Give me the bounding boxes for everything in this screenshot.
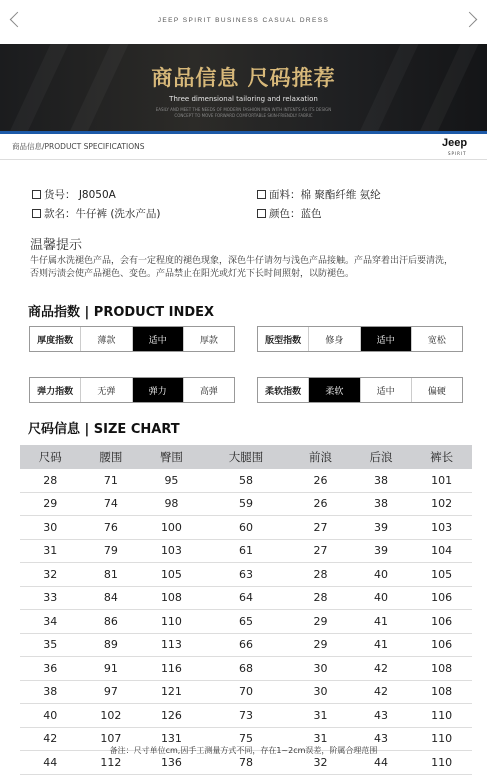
table-row <box>20 680 472 704</box>
table-cell: 60 <box>202 516 290 540</box>
column-header: 前浪 <box>290 445 351 469</box>
table-cell: 39 <box>351 539 412 563</box>
table-cell: 101 <box>411 469 472 492</box>
size-chart-table <box>20 445 472 775</box>
table-cell: 32 <box>290 751 351 775</box>
table-cell: 91 <box>81 657 142 681</box>
index-label: 版型指数 <box>265 335 302 346</box>
table-cell: 131 <box>141 727 202 751</box>
table-cell: 29 <box>290 633 351 657</box>
table-cell: 28 <box>20 469 81 492</box>
table-cell: 110 <box>411 727 472 751</box>
table-cell: 32 <box>20 563 81 587</box>
column-header: 裤长 <box>411 445 472 469</box>
table-cell: 97 <box>81 680 142 704</box>
table-cell: 36 <box>20 657 81 681</box>
checkbox-icon <box>32 190 41 199</box>
table-cell: 27 <box>290 516 351 540</box>
table-cell: 89 <box>81 633 142 657</box>
table-cell: 78 <box>202 751 290 775</box>
index-option: 修身 <box>308 327 359 351</box>
table-cell: 103 <box>141 539 202 563</box>
table-cell: 84 <box>81 586 142 610</box>
column-header: 腰围 <box>81 445 142 469</box>
table-cell: 136 <box>141 751 202 775</box>
table-cell: 40 <box>351 563 412 587</box>
product-index-title: 商品指数 | PRODUCT INDEX <box>28 305 215 320</box>
table-cell: 113 <box>141 633 202 657</box>
jeep-logo: Jeep <box>442 137 468 149</box>
banner-subtitle: Three dimensional tailoring and relaxation <box>169 95 318 103</box>
size-chart-title: 尺码信息 | SIZE CHART <box>28 422 180 437</box>
banner-small-text: EASILY AND MEET THE NEEDS OF MODERN FASHION MEN WITH INTENTS AS ITS DESIGN CONCEPT TO MOVE FORWARD COMFORTABLE SKIN-FRIENDLY FABRIC <box>155 107 332 118</box>
index-option-selected: 弹力 <box>132 378 183 402</box>
index-option: 适中 <box>360 378 411 402</box>
index-option: 宽松 <box>411 327 462 351</box>
table-cell: 106 <box>411 610 472 634</box>
table-cell: 116 <box>141 657 202 681</box>
table-cell: 30 <box>290 680 351 704</box>
table-row <box>20 610 472 634</box>
table-cell: 30 <box>20 516 81 540</box>
table-cell: 28 <box>290 586 351 610</box>
table-row <box>20 469 472 492</box>
table-cell: 74 <box>81 492 142 516</box>
table-cell: 110 <box>411 704 472 728</box>
table-cell: 27 <box>290 539 351 563</box>
checkbox-icon <box>257 209 266 218</box>
table-cell: 38 <box>20 680 81 704</box>
index-label: 柔软指数 <box>265 386 302 397</box>
table-cell: 110 <box>141 610 202 634</box>
table-cell: 33 <box>20 586 81 610</box>
index-option: 薄款 <box>80 327 131 351</box>
table-cell: 108 <box>141 586 202 610</box>
table-row <box>20 539 472 563</box>
table-cell: 58 <box>202 469 290 492</box>
table-cell: 31 <box>290 704 351 728</box>
table-cell: 73 <box>202 704 290 728</box>
tips-text: 牛仔属水洗褪色产品，会有一定程度的褪色现象，深色牛仔请勿与浅色产品接触。产品穿着出汗后要清洗，否则污渍会使产品褪色、变色。产品禁止在阳光或灯光下长时间照射，以防褪色。 <box>30 256 454 279</box>
table-cell: 86 <box>81 610 142 634</box>
table-header-row <box>20 445 472 469</box>
table-row <box>20 492 472 516</box>
table-cell: 40 <box>20 704 81 728</box>
jeep-logo-sub: SPIRIT <box>448 151 467 156</box>
table-cell: 26 <box>290 492 351 516</box>
table-cell: 44 <box>20 751 81 775</box>
table-cell: 103 <box>411 516 472 540</box>
index-option: 高弹 <box>183 378 234 402</box>
table-cell: 42 <box>351 657 412 681</box>
table-row <box>20 563 472 587</box>
table-cell: 31 <box>290 727 351 751</box>
index-row-thickness <box>29 326 235 352</box>
checkbox-icon <box>32 209 41 218</box>
table-cell: 42 <box>20 727 81 751</box>
table-row <box>20 657 472 681</box>
table-cell: 43 <box>351 704 412 728</box>
column-header: 后浪 <box>351 445 412 469</box>
index-row-elasticity <box>29 377 235 403</box>
table-cell: 100 <box>141 516 202 540</box>
table-cell: 28 <box>290 563 351 587</box>
table-cell: 104 <box>411 539 472 563</box>
index-option: 厚款 <box>183 327 234 351</box>
table-cell: 34 <box>20 610 81 634</box>
checkbox-icon <box>257 190 266 199</box>
table-cell: 39 <box>351 516 412 540</box>
table-row <box>20 586 472 610</box>
table-cell: 29 <box>290 610 351 634</box>
spec-fabric: 面料：棉 聚酯纤维 氨纶 <box>257 187 381 202</box>
section-header: 商品信息/PRODUCT SPECIFICATIONS <box>12 142 145 151</box>
table-cell: 66 <box>202 633 290 657</box>
index-label: 厚度指数 <box>37 335 74 346</box>
table-cell: 41 <box>351 610 412 634</box>
banner-title: 商品信息 尺码推荐 <box>151 66 336 90</box>
table-cell: 79 <box>81 539 142 563</box>
table-cell: 40 <box>351 586 412 610</box>
table-cell: 61 <box>202 539 290 563</box>
table-cell: 106 <box>411 586 472 610</box>
table-row <box>20 704 472 728</box>
footnote: 备注：尺寸单位cm,因手工测量方式不同，存在1~2cm误差，阶属合理范围 <box>109 746 378 755</box>
table-cell: 65 <box>202 610 290 634</box>
table-cell: 43 <box>351 727 412 751</box>
index-option-selected: 柔软 <box>308 378 359 402</box>
table-cell: 42 <box>351 680 412 704</box>
table-cell: 108 <box>411 657 472 681</box>
table-cell: 38 <box>351 469 412 492</box>
table-cell: 81 <box>81 563 142 587</box>
index-option: 偏硬 <box>411 378 462 402</box>
table-cell: 44 <box>351 751 412 775</box>
table-cell: 41 <box>351 633 412 657</box>
table-cell: 64 <box>202 586 290 610</box>
table-cell: 38 <box>351 492 412 516</box>
table-row <box>20 516 472 540</box>
table-cell: 30 <box>290 657 351 681</box>
table-cell: 112 <box>81 751 142 775</box>
table-row <box>20 633 472 657</box>
table-cell: 105 <box>141 563 202 587</box>
index-option-selected: 适中 <box>132 327 183 351</box>
table-cell: 126 <box>141 704 202 728</box>
index-label: 弹力指数 <box>37 386 74 397</box>
table-cell: 71 <box>81 469 142 492</box>
accent-line <box>0 131 487 134</box>
table-cell: 68 <box>202 657 290 681</box>
table-cell: 26 <box>290 469 351 492</box>
table-cell: 108 <box>411 680 472 704</box>
index-option-selected: 适中 <box>360 327 411 351</box>
table-cell: 70 <box>202 680 290 704</box>
column-header: 臀围 <box>141 445 202 469</box>
table-cell: 102 <box>411 492 472 516</box>
table-cell: 121 <box>141 680 202 704</box>
table-cell: 95 <box>141 469 202 492</box>
index-row-fit <box>257 326 463 352</box>
spec-item-no: 货号： J8050A <box>32 187 116 202</box>
table-cell: 75 <box>202 727 290 751</box>
table-cell: 107 <box>81 727 142 751</box>
spec-color: 颜色：蓝色 <box>257 206 322 221</box>
table-cell: 106 <box>411 633 472 657</box>
table-cell: 105 <box>411 563 472 587</box>
table-cell: 29 <box>20 492 81 516</box>
column-header: 大腿围 <box>202 445 290 469</box>
index-row-softness <box>257 377 463 403</box>
divider <box>0 159 487 160</box>
table-cell: 102 <box>81 704 142 728</box>
table-cell: 98 <box>141 492 202 516</box>
spec-style: 款名：牛仔裤 (洗水产品) <box>32 206 161 221</box>
table-cell: 76 <box>81 516 142 540</box>
table-cell: 63 <box>202 563 290 587</box>
column-header: 尺码 <box>20 445 81 469</box>
table-cell: 35 <box>20 633 81 657</box>
table-cell: 110 <box>411 751 472 775</box>
tips-title: 温馨提示 <box>30 238 83 253</box>
table-cell: 59 <box>202 492 290 516</box>
table-cell: 31 <box>20 539 81 563</box>
brand-line: JEEP SPIRIT BUSINESS CASUAL DRESS <box>157 17 330 24</box>
index-option: 无弹 <box>80 378 131 402</box>
